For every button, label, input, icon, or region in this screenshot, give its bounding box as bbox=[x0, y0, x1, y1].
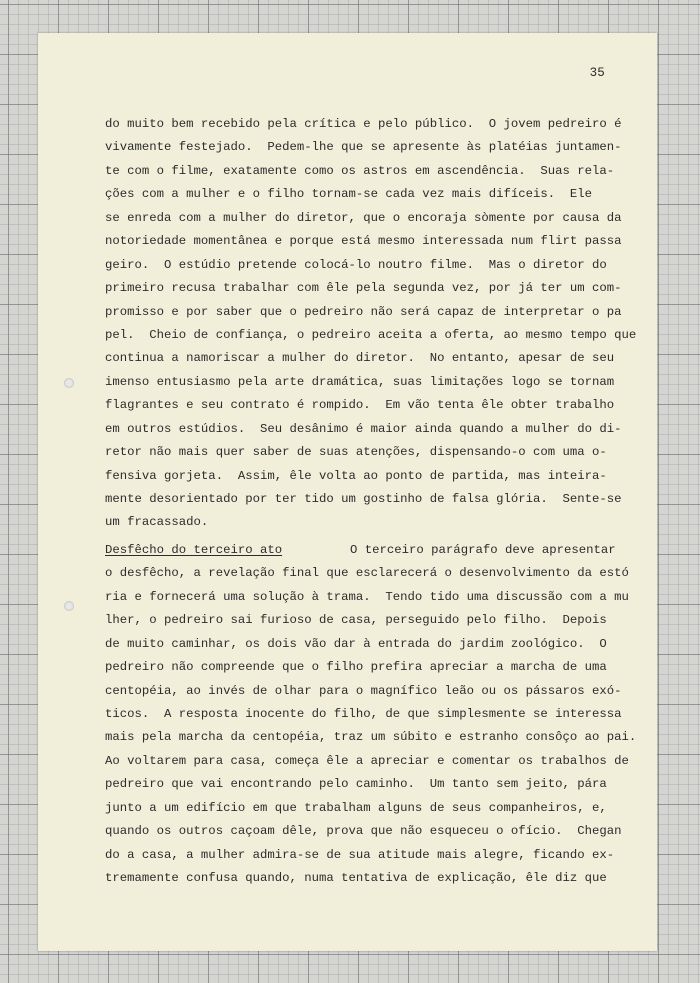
punch-hole bbox=[64, 378, 74, 388]
text-line: mais pela marcha da centopéia, traz um súbito e estranho consôço ao pai. bbox=[105, 730, 637, 745]
text-line: tremamente confusa quando, numa tentativa de explicação, êle diz que bbox=[105, 871, 607, 885]
text-line: quando os outros caçoam dêle, prova que não esqueceu o ofício. Chegan bbox=[105, 824, 622, 839]
section-heading-line bbox=[105, 539, 615, 562]
text-line: do muito bem recebido pela crítica e pelo público. O jovem pedreiro é bbox=[105, 117, 622, 131]
text-line: o desfêcho, a revelação final que esclarecerá o desenvolvimento da estó bbox=[105, 566, 629, 581]
text-line: pedreiro não compreende que o filho prefira apreciar a marcha de uma bbox=[105, 660, 607, 675]
paragraph-1 bbox=[105, 113, 637, 535]
paragraph-2 bbox=[105, 562, 637, 890]
text-line: de muito caminhar, os dois vão dar à entrada do jardim zoológico. O bbox=[105, 636, 607, 651]
punch-hole bbox=[64, 601, 74, 611]
text-line: ções com a mulher e o filho tornam-se cada vez mais difíceis. Ele bbox=[105, 187, 593, 202]
text-line: notoriedade momentânea e porque está mesmo interessada num flirt passa bbox=[105, 234, 622, 249]
text-line: em outros estúdios. Seu desânimo é maior ainda quando a mulher do di- bbox=[105, 421, 622, 436]
text-line: lher, o pedreiro sai furioso de casa, perseguido pelo filho. Depois bbox=[105, 613, 607, 628]
body-text bbox=[105, 113, 637, 890]
text-line: ria e fornecerá uma solução à trama. Tendo tido uma discussão com a mu bbox=[105, 589, 629, 604]
text-line: ticos. A resposta inocente do filho, de que simplesmente se interessa bbox=[105, 706, 622, 721]
text-line: primeiro recusa trabalhar com êle pela segunda vez, por já ter um com- bbox=[105, 281, 622, 296]
text-line: geiro. O estúdio pretende colocá-lo noutro filme. Mas o diretor do bbox=[105, 257, 607, 272]
text-line: O terceiro parágrafo deve apresentar bbox=[350, 542, 616, 557]
text-line: pedreiro que vai encontrando pelo caminho. Um tanto sem jeito, pára bbox=[105, 777, 607, 792]
text-line: continua a namoriscar a mulher do diretor. No entanto, apesar de seu bbox=[105, 351, 615, 366]
text-line: te com o filme, exatamente como os astros em ascendência. Suas rela- bbox=[105, 163, 615, 178]
text-line: junto a um edifício em que trabalham alguns de seus companheiros, e, bbox=[105, 800, 607, 815]
text-line: mente desorientado por ter tido um gostinho de falsa glória. Sente-se bbox=[105, 492, 622, 506]
text-line: retor não mais quer saber de suas atenções, dispensando-o com uma o- bbox=[105, 445, 607, 460]
text-line: centopéia, ao invés de olhar para o magnífico leão ou os pássaros exó- bbox=[105, 683, 622, 698]
text-line: do a casa, a mulher admira-se de sua atitude mais alegre, ficando ex- bbox=[105, 847, 615, 862]
typewritten-page bbox=[38, 33, 657, 951]
section-heading: Desfêcho do terceiro ato bbox=[105, 542, 283, 557]
text-line: fensiva gorjeta. Assim, êle volta ao ponto de partida, mas inteira- bbox=[105, 468, 607, 483]
text-line: Ao voltarem para casa, começa êle a apreciar e comentar os trabalhos de bbox=[105, 753, 629, 768]
text-line: pel. Cheio de confiança, o pedreiro aceita a oferta, ao mesmo tempo que bbox=[105, 327, 637, 342]
text-line: vivamente festejado. Pedem-lhe que se apresente às platéias juntamen- bbox=[105, 140, 622, 155]
text-line: se enreda com a mulher do diretor, que o encoraja sòmente por causa da bbox=[105, 210, 622, 225]
text-line: flagrantes e seu contrato é rompido. Em vão tenta êle obter trabalho bbox=[105, 398, 615, 413]
page-number: 35 bbox=[589, 66, 605, 80]
text-line: promisso e por saber que o pedreiro não será capaz de interpretar o pa bbox=[105, 304, 622, 319]
text-line: um fracassado. bbox=[105, 515, 209, 530]
text-line: imenso entusiasmo pela arte dramática, suas limitações logo se tornam bbox=[105, 374, 615, 389]
